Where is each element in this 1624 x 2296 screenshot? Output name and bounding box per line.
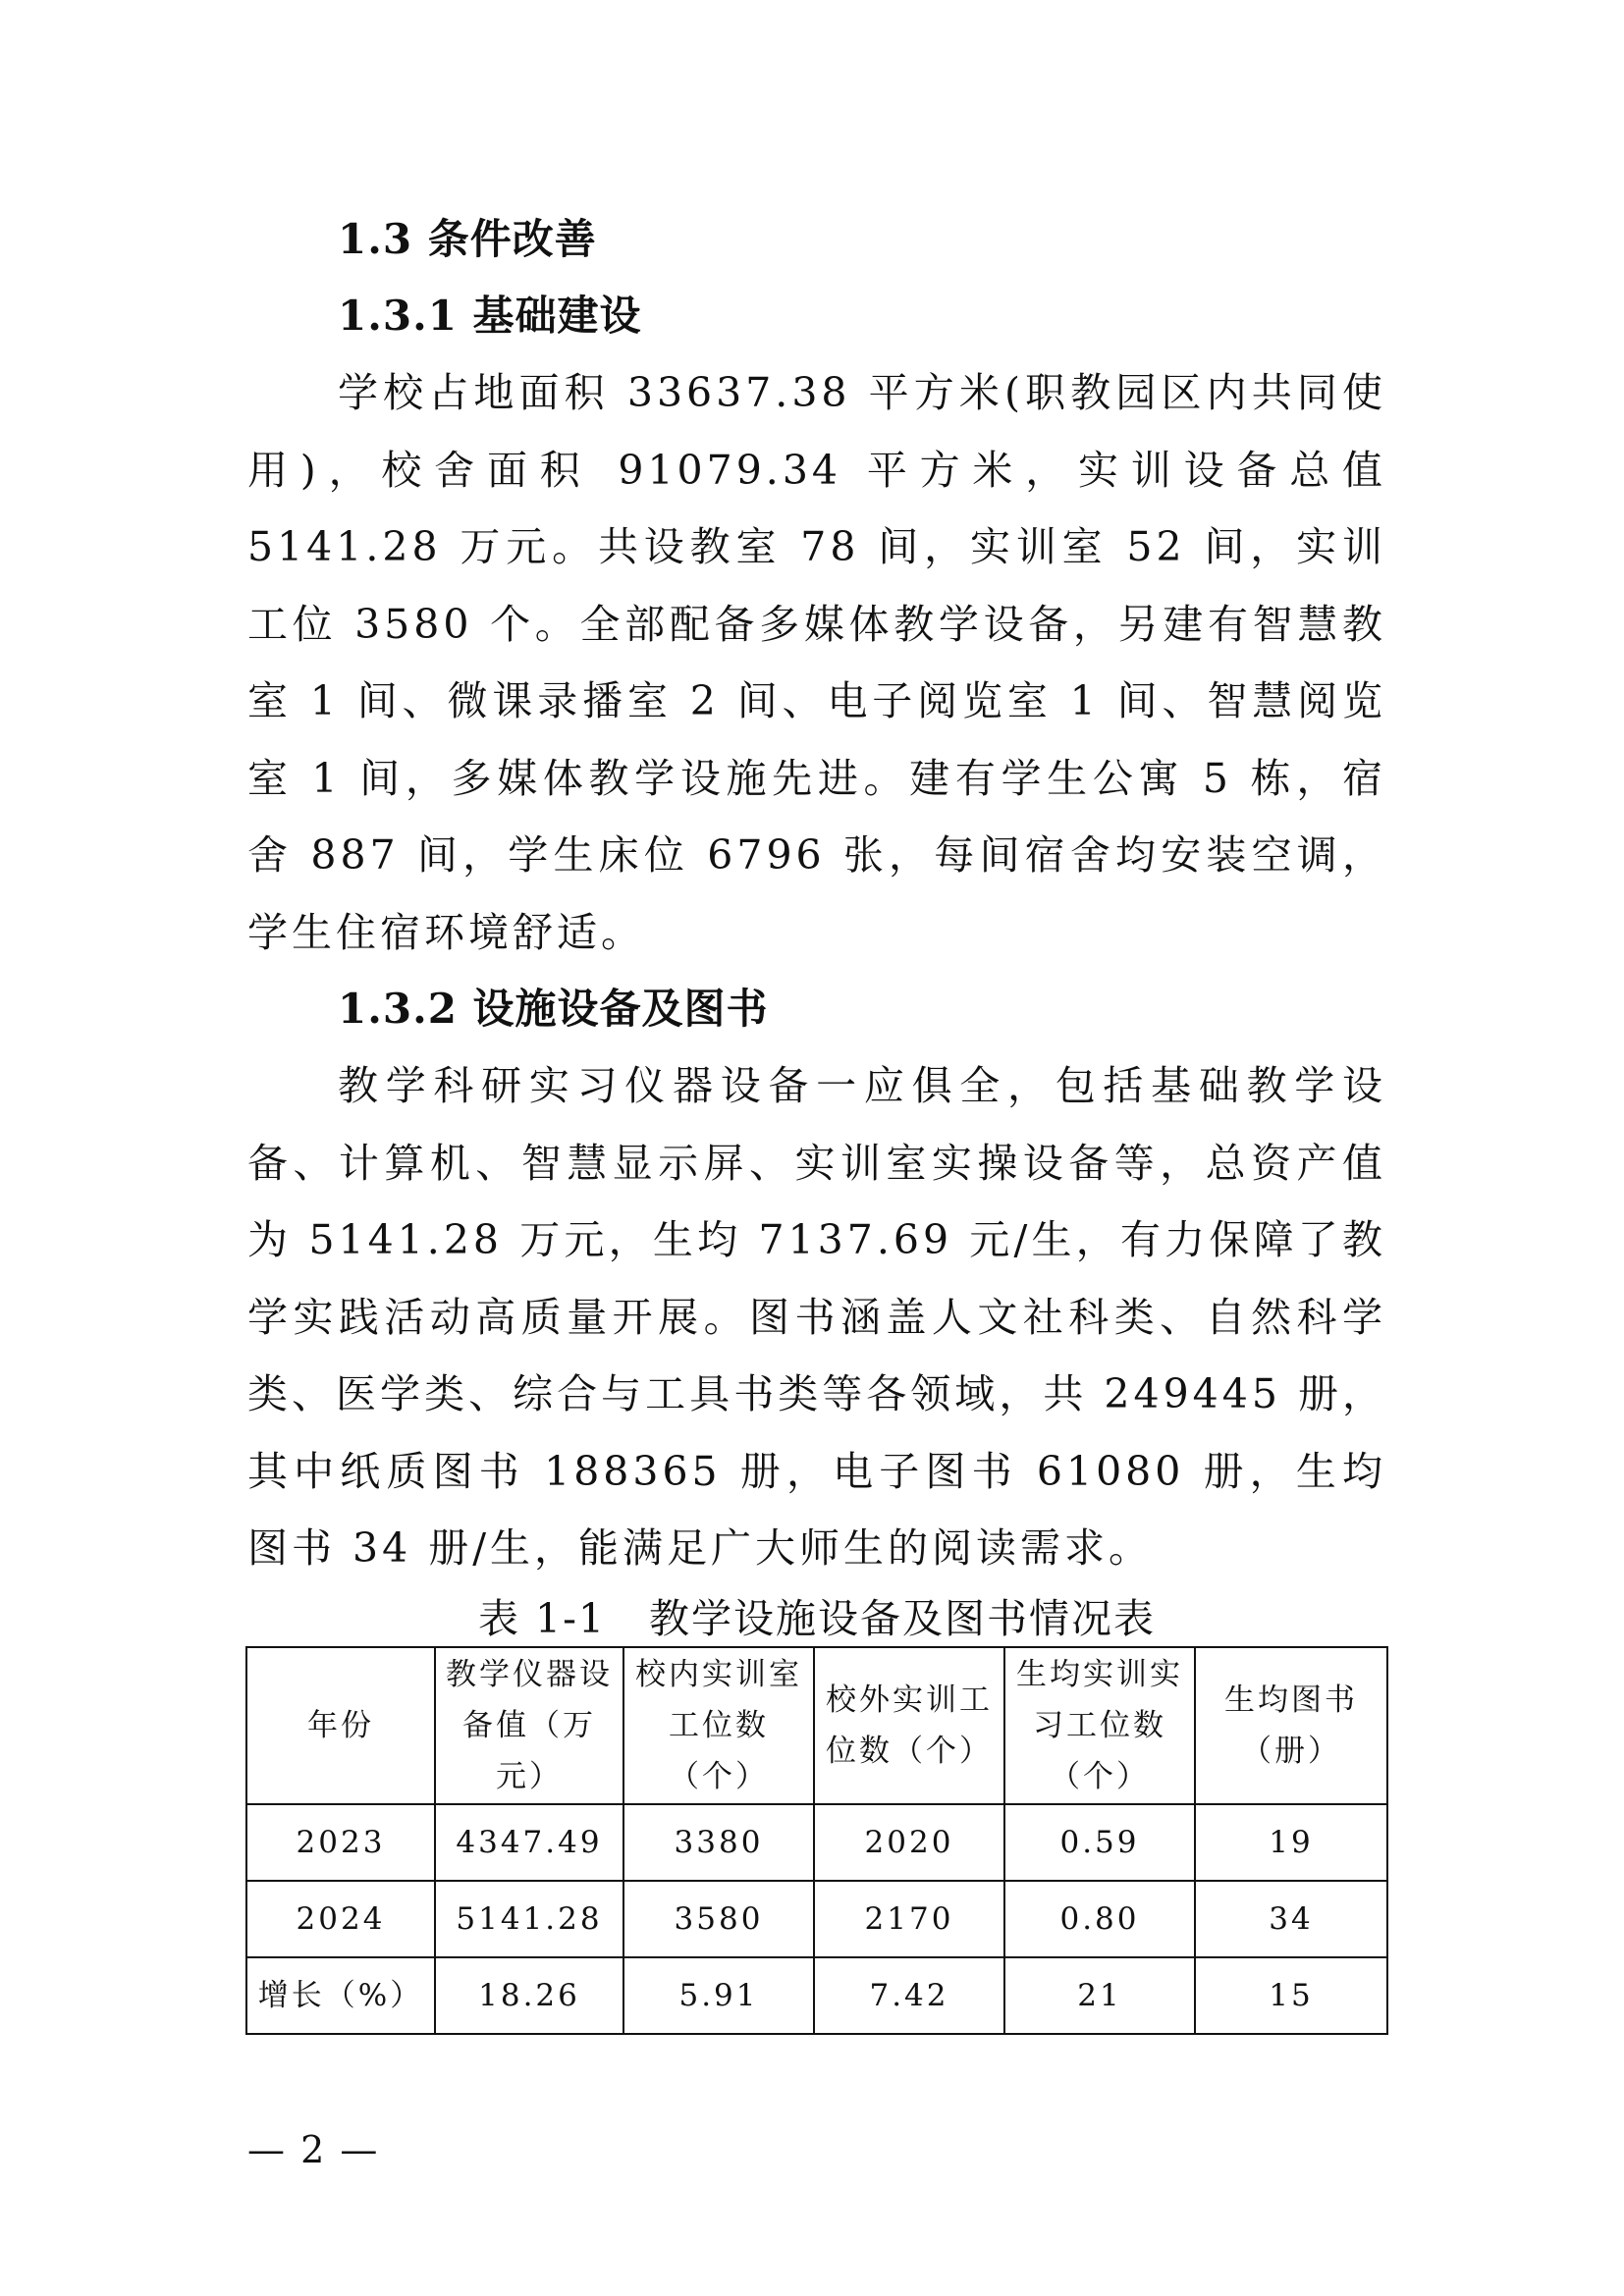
table-cell: 2020 [814, 1804, 1004, 1881]
page-content [247, 201, 1386, 2035]
table-row [246, 1957, 1387, 2034]
table-cell: 2170 [814, 1881, 1004, 1957]
table-cell: 增长（%） [246, 1957, 435, 2034]
table-caption-number: 表 1-1 [477, 1594, 607, 1642]
table-header-cell: 生均实训实习工位数（个） [1004, 1647, 1195, 1804]
table-cell: 0.80 [1004, 1881, 1195, 1957]
table-row [246, 1881, 1387, 1957]
table-cell: 2023 [246, 1804, 435, 1881]
table-header-cell: 校内实训室工位数（个） [623, 1647, 814, 1804]
table-cell: 7.42 [814, 1957, 1004, 2034]
section-heading-facilities: 1.3.2 设施设备及图书 [338, 985, 769, 1033]
table-header-cell: 教学仪器设备值（万元） [435, 1647, 623, 1804]
table-header-cell: 校外实训工位数（个） [814, 1647, 1004, 1804]
table-cell: 3580 [623, 1881, 814, 1957]
table-header-cell: 年份 [246, 1647, 435, 1804]
table-cell: 3380 [623, 1804, 814, 1881]
paragraph-infrastructure: 学校占地面积 33637.38 平方米(职教园区内共同使用)，校舍面积 91079.34 平方米，实训设备总值 5141.28 万元。共设教室 78 间，实训室 52 间，实训工位 3580 个。全部配备多媒体教学设备，另建有智慧教室 1 间、微课录播室 2 间、电子阅览室 1 间、智慧阅览室 1 间，多媒体教学设施先进。建有学生公寓 5 栋，宿舍 887 间，学生床位 6796 张，每间宿舍均安装空调，学生住宿环境舒适。 [247, 369, 1386, 956]
table-header-row [246, 1647, 1387, 1804]
table-header-cell: 生均图书（册） [1195, 1647, 1387, 1804]
table-cell: 19 [1195, 1804, 1387, 1881]
table-cell: 18.26 [435, 1957, 623, 2034]
facilities-table [245, 1646, 1388, 2035]
paragraph-facilities: 教学科研实习仪器设备一应俱全，包括基础教学设备、计算机、智慧显示屏、实训室实操设备等，总资产值为 5141.28 万元，生均 7137.69 元/生，有力保障了教学实践活动高质量开展。图书涵盖人文社科类、自然科学类、医学类、综合与工具书类等各领域，共 249445 册，其中纸质图书 188365 册，电子图书 61080 册，生均图书 34 册/生，能满足广大师生的阅读需求。 [247, 1062, 1386, 1572]
table-row [246, 1804, 1387, 1881]
table-caption [247, 1591, 1386, 1646]
table-cell: 4347.49 [435, 1804, 623, 1881]
table-cell: 15 [1195, 1957, 1387, 2034]
table-cell: 21 [1004, 1957, 1195, 2034]
section-heading-infrastructure: 1.3.1 基础建设 [338, 292, 642, 340]
page-number: — 2 — [247, 2128, 380, 2171]
table-cell: 5.91 [623, 1957, 814, 2034]
table-cell: 5141.28 [435, 1881, 623, 1957]
table-cell: 34 [1195, 1881, 1387, 1957]
section-heading-conditions: 1.3 条件改善 [338, 215, 597, 263]
table-cell: 0.59 [1004, 1804, 1195, 1881]
table-caption-title: 教学设施设备及图书情况表 [649, 1594, 1157, 1642]
table-cell: 2024 [246, 1881, 435, 1957]
